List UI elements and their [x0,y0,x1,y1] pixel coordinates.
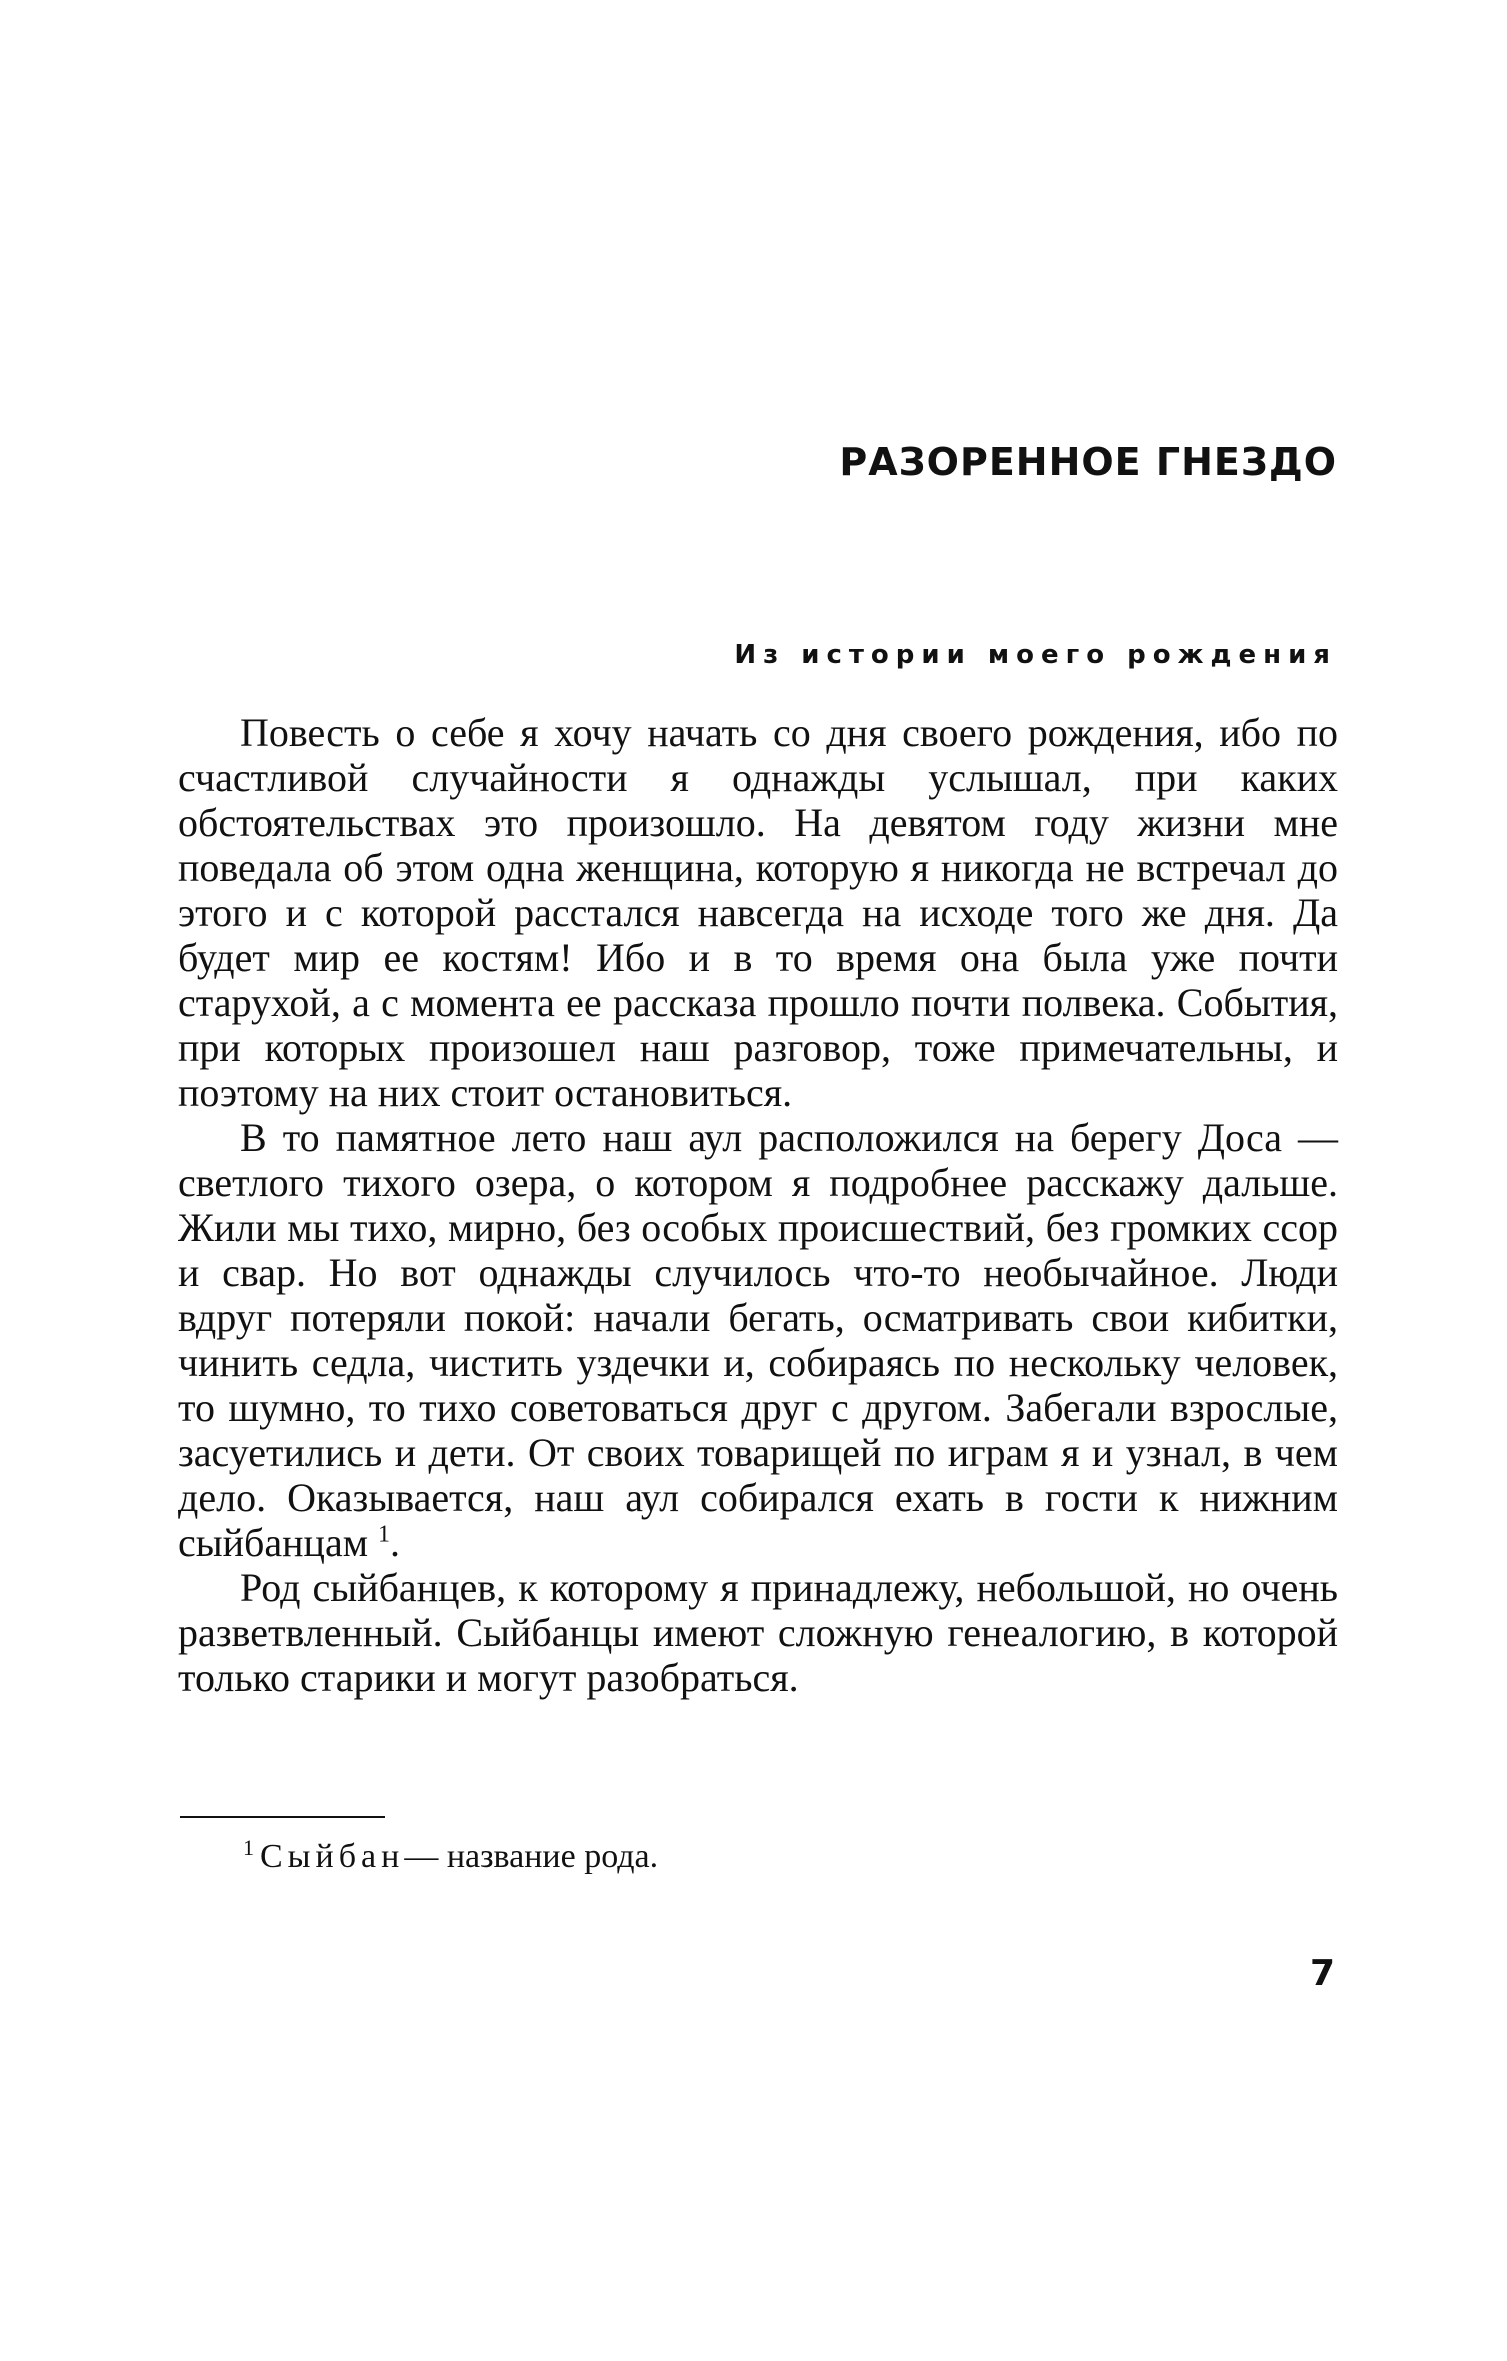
paragraph-2-end: . [390,1520,401,1565]
page-number: 7 [1309,1953,1335,1994]
chapter-subtitle: Из истории моего рождения [734,640,1337,670]
footnote-mark: 1 [243,1834,254,1860]
paragraph-1: Повесть о себе я хочу начать со дня своего рождения, ибо по счастливой случайности я однажды услышал, при каких обстоятельствах это произошло. На девятом году жизни мне поведала об этом одна женщина, которую я никогда не встречал до этого и с которой расстался навсегда на исходе того же дня. Да будет мир ее костям! Ибо и в то время она была уже почти старухой, а с момента ее рассказа прошло почти полвека. События, при которых произошел наш разговор, тоже примечательны, и поэтому на них стоит остановиться. [178,710,1338,1115]
paragraph-2-text: В то памятное лето наш аул расположился на берегу Доса — светлого тихого озера, о котором я подробнее расскажу дальше. Жили мы тихо, мирно, без особых происшествий, без громких ссор и свар. Но вот однажды случилось что-то необычайное. Люди вдруг потеряли покой: начали бегать, осматривать свои кибитки, чинить седла, чистить уздечки и, собираясь по нескольку человек, то шумно, то тихо советоваться друг с другом. Забегали взрослые, засуетились и дети. От своих товарищей по играм я и узнал, в чем дело. Оказывается, наш аул собирался ехать в гости к нижним сыйбанцам [178,1115,1338,1565]
footnote-term: Сыйбан [260,1838,405,1875]
footnote-reference[interactable]: 1 [378,1521,391,1548]
body-text [178,710,1338,1700]
footnote-divider [180,1816,385,1818]
chapter-title: РАЗОРЕННОЕ ГНЕЗДО [839,440,1337,484]
paragraph-2 [178,1115,1338,1565]
footnote-text: — название рода. [404,1838,659,1875]
footnote [243,1834,659,1876]
paragraph-3: Род сыйбанцев, к которому я принадлежу, небольшой, но очень разветвленный. Сыйбанцы имеют сложную генеалогию, в которой только старики и могут разобраться. [178,1565,1338,1700]
